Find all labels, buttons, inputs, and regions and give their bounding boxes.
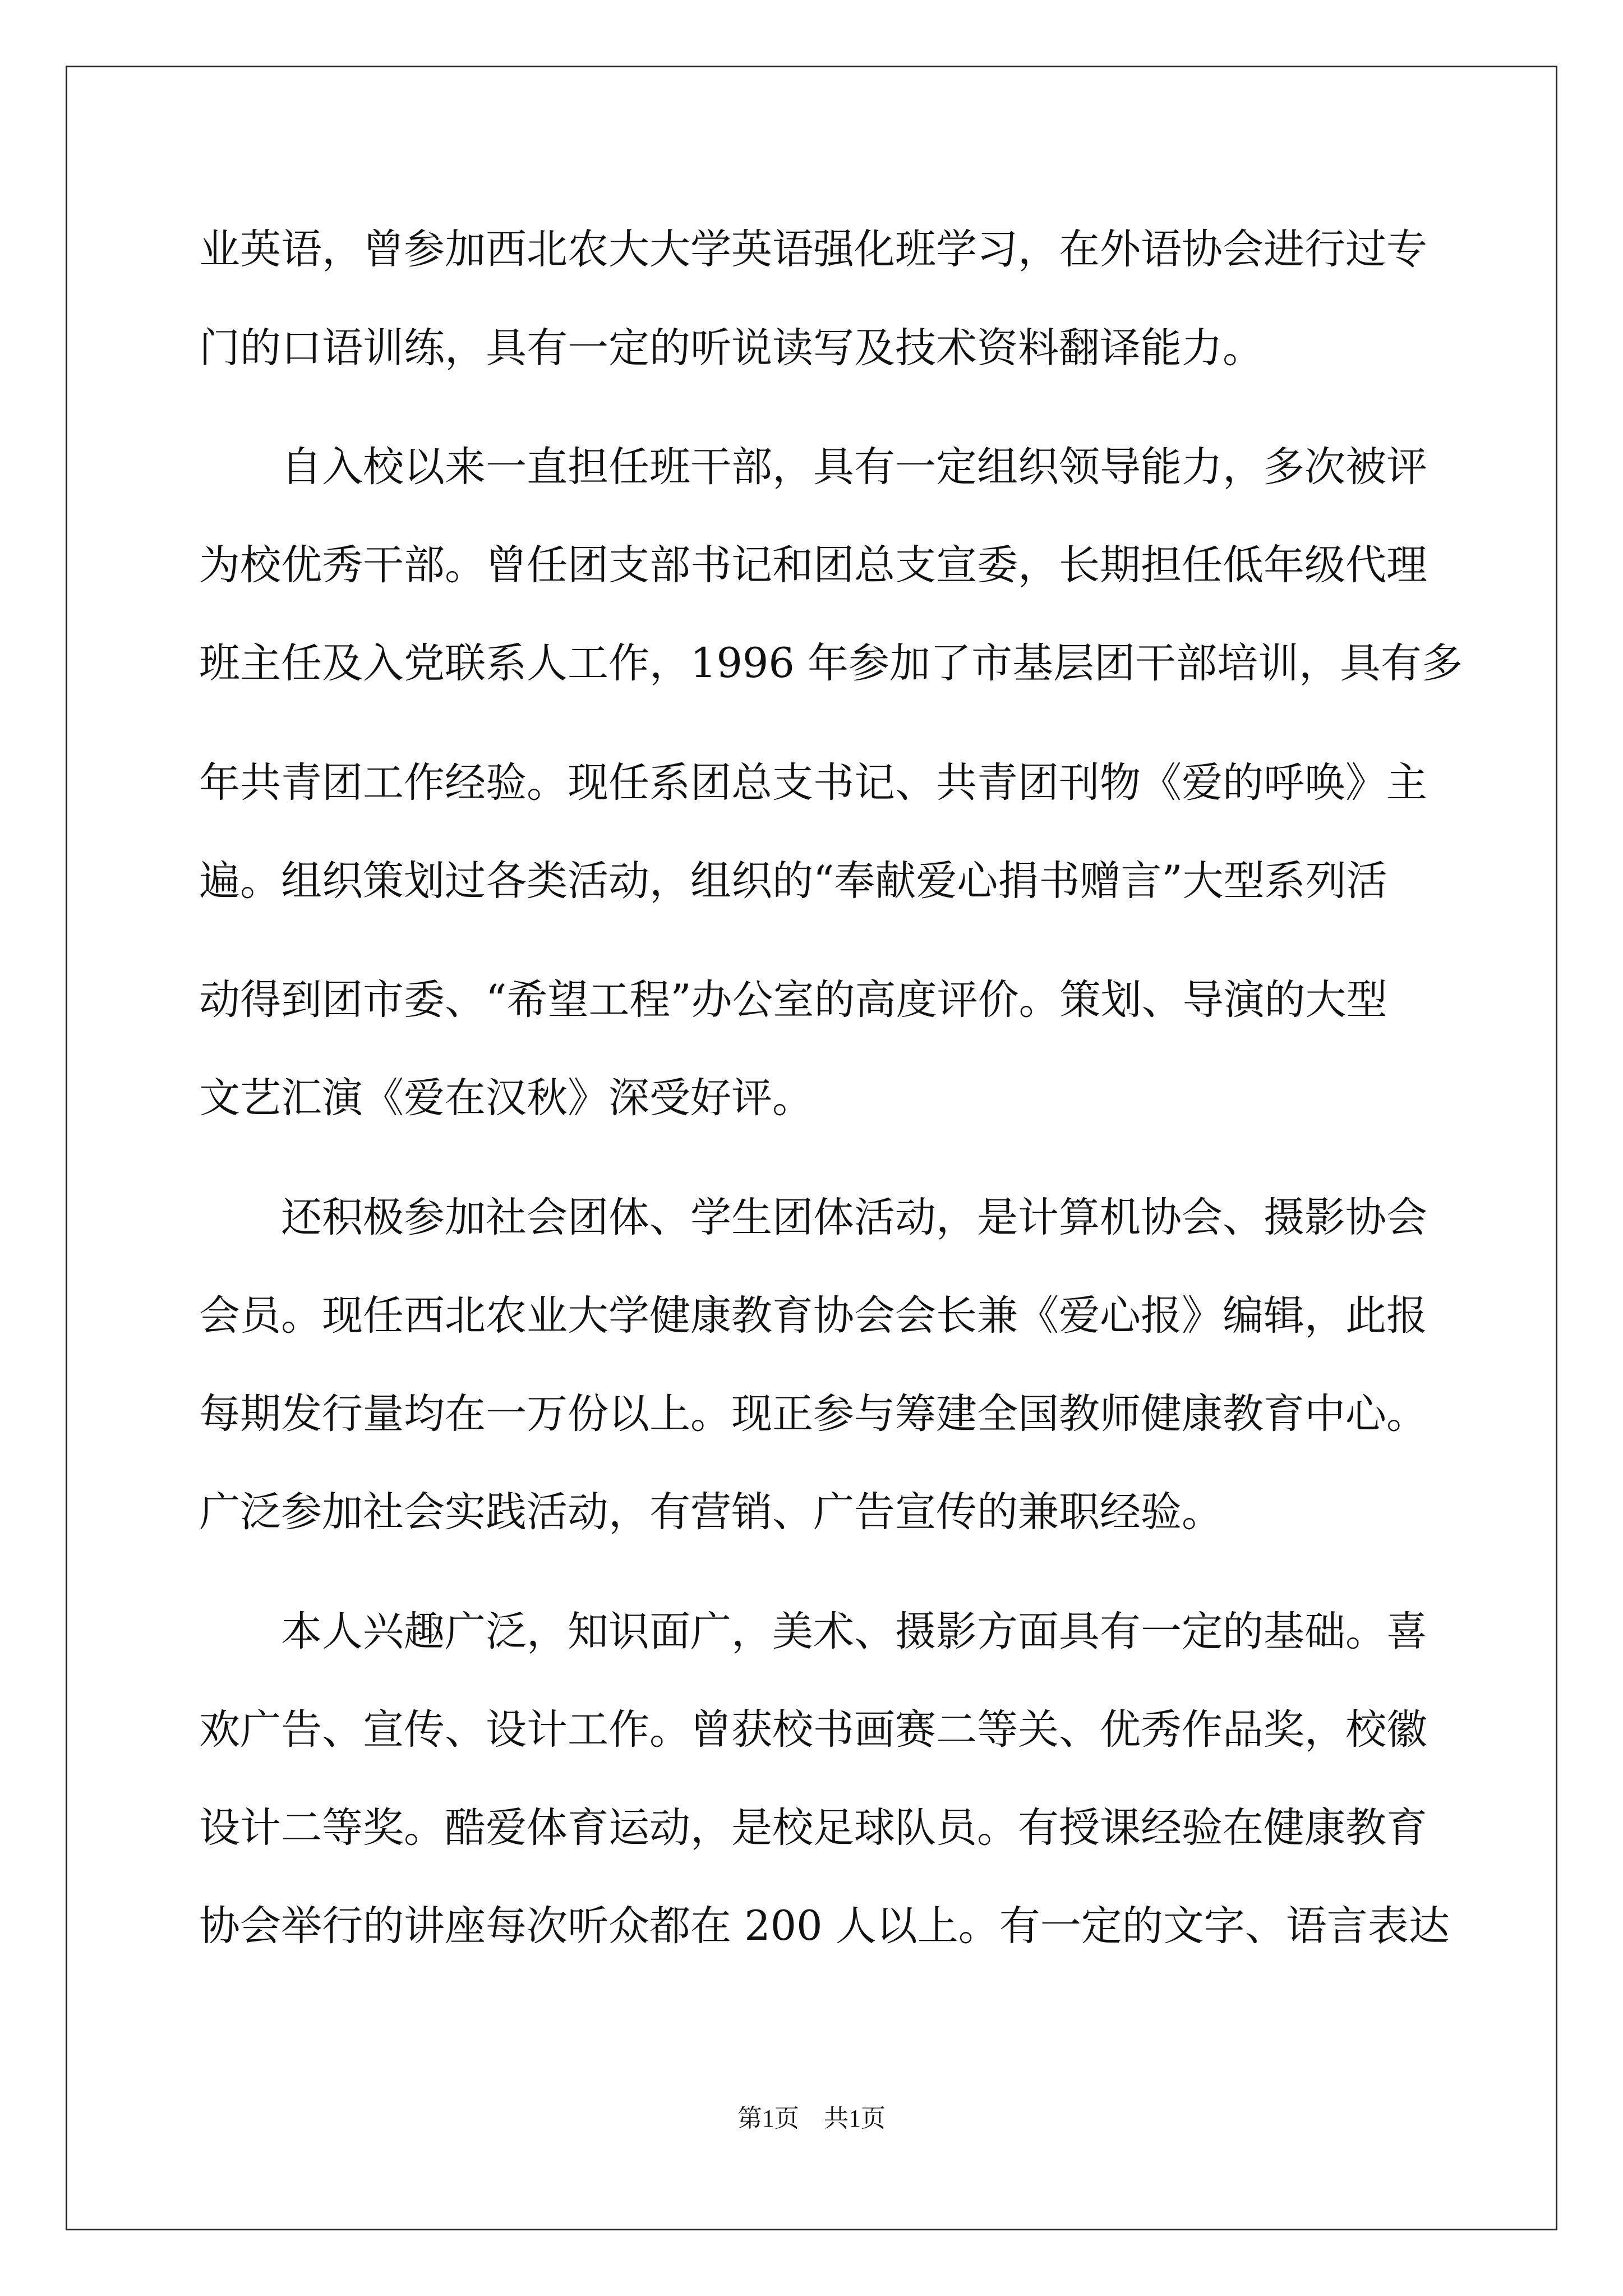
paragraph-line: 欢广告、宣传、设计工作。曾获校书画赛二等关、优秀作品奖，校徽: [199, 1706, 1427, 1754]
paragraph-line: 协会举行的讲座每次听众都在 200 人以上。有一定的文字、语言表达: [199, 1902, 1450, 1950]
paragraph-line: 遍。组织策划过各类活动，组织的“奉献爱心捐书赠言”大型系列活: [199, 857, 1387, 905]
paragraph-line: 动得到团市委、“希望工程”办公室的高度评价。策划、导演的大型: [199, 976, 1387, 1024]
paragraph-line: 本人兴趣广泛，知识面广，美术、摄影方面具有一定的基础。喜: [199, 1608, 1427, 1655]
paragraph-line: 年共青团工作经验。现任系团总支书记、共青团刊物《爱的呼唤》主: [199, 759, 1427, 807]
paragraph-line: 文艺汇演《爱在汉秋》深受好评。: [199, 1074, 813, 1122]
page-footer: 第1页 共1页: [737, 2105, 886, 2132]
paragraph-line: 班主任及入党联系人工作，1996 年参加了市基层团干部培训，具有多: [199, 639, 1463, 687]
paragraph-line: 自入校以来一直担任班干部，具有一定组织领导能力，多次被评: [199, 443, 1427, 491]
paragraph-line: 为校优秀干部。曾任团支部书记和团总支宣委，长期担任低年级代理: [199, 541, 1427, 589]
paragraph-line: 广泛参加社会实践活动，有营销、广告宣传的兼职经验。: [199, 1488, 1223, 1536]
paragraph-line: 业英语，曾参加西北农大大学英语强化班学习，在外语协会进行过专: [199, 226, 1427, 273]
paragraph-line: 门的口语训练，具有一定的听说读写及技术资料翻译能力。: [199, 324, 1264, 372]
paragraph-line: 每期发行量均在一万份以上。现正参与筹建全国教师健康教育中心。: [199, 1390, 1427, 1438]
paragraph-line: 会员。现任西北农业大学健康教育协会会长兼《爱心报》编辑，此报: [199, 1292, 1427, 1340]
paragraph-line: 还积极参加社会团体、学生团体活动，是计算机协会、摄影协会: [199, 1194, 1427, 1241]
paragraph-line: 设计二等奖。酷爱体育运动，是校足球队员。有授课经验在健康教育: [199, 1804, 1427, 1852]
